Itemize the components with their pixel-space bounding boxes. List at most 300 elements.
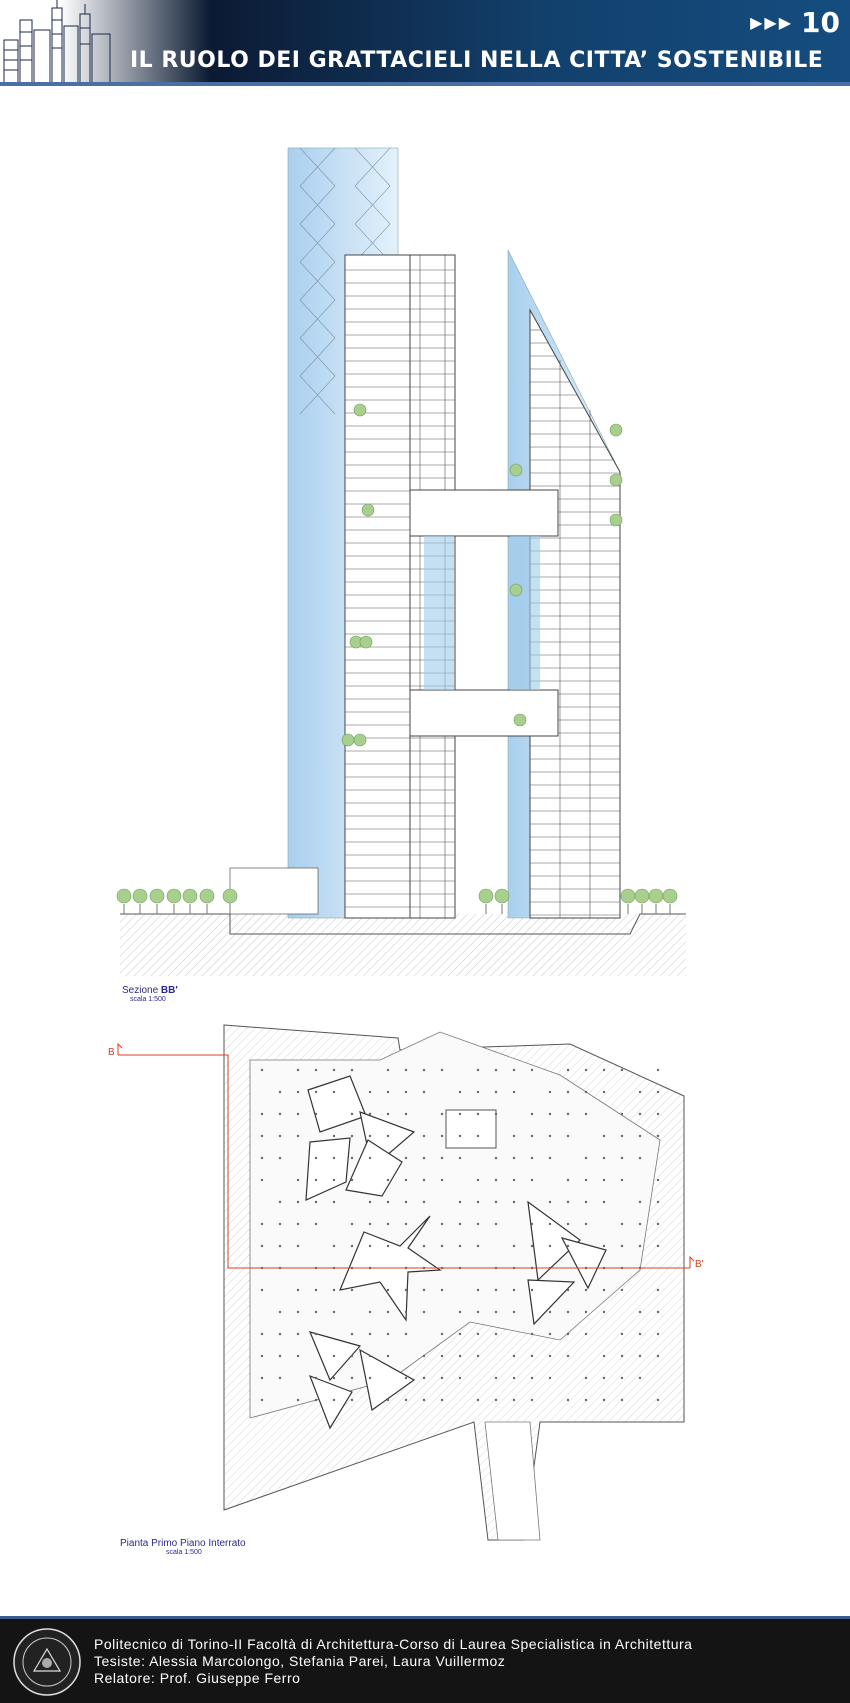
parking-column-dot (369, 1377, 371, 1379)
parking-column-dot (621, 1377, 623, 1379)
parking-column-dot (495, 1289, 497, 1291)
parking-column-dot (315, 1069, 317, 1071)
parking-column-dot (297, 1333, 299, 1335)
parking-column-dot (405, 1289, 407, 1291)
tree-crown (510, 464, 522, 476)
parking-column-dot (423, 1399, 425, 1401)
tree-crown (150, 889, 164, 903)
parking-column-dot (261, 1135, 263, 1137)
parking-column-dot (297, 1113, 299, 1115)
parking-column-dot (369, 1311, 371, 1313)
parking-column-dot (387, 1135, 389, 1137)
parking-column-dot (351, 1069, 353, 1071)
parking-column-dot (441, 1157, 443, 1159)
parking-column-dot (603, 1377, 605, 1379)
parking-column-dot (459, 1333, 461, 1335)
parking-column-dot (531, 1333, 533, 1335)
parking-column-dot (279, 1311, 281, 1313)
tree-crown (610, 474, 622, 486)
parking-column-dot (405, 1399, 407, 1401)
parking-column-dot (657, 1113, 659, 1115)
skybridge-lower (410, 690, 558, 736)
tree-crown (495, 889, 509, 903)
parking-column-dot (657, 1311, 659, 1313)
parking-column-dot (639, 1223, 641, 1225)
parking-column-dot (369, 1201, 371, 1203)
parking-column-dot (333, 1289, 335, 1291)
parking-column-dot (621, 1135, 623, 1137)
parking-column-dot (351, 1179, 353, 1181)
skybridge-upper (410, 490, 558, 536)
tree-crown (133, 889, 147, 903)
parking-column-dot (333, 1399, 335, 1401)
parking-column-dot (423, 1091, 425, 1093)
parking-column-dot (441, 1135, 443, 1137)
tree-crown (354, 404, 366, 416)
parking-column-dot (639, 1201, 641, 1203)
parking-column-dot (549, 1157, 551, 1159)
parking-column-dot (549, 1377, 551, 1379)
parking-column-dot (477, 1245, 479, 1247)
tree-crown (479, 889, 493, 903)
parking-column-dot (279, 1201, 281, 1203)
parking-column-dot (657, 1333, 659, 1335)
parking-column-dot (567, 1399, 569, 1401)
section-title: Sezione (122, 985, 159, 996)
tree-crown (223, 889, 237, 903)
parking-column-dot (477, 1289, 479, 1291)
parking-column-dot (387, 1179, 389, 1181)
parking-column-dot (297, 1399, 299, 1401)
tree-crown (200, 889, 214, 903)
parking-column-dot (495, 1377, 497, 1379)
parking-column-dot (495, 1223, 497, 1225)
parking-column-dot (567, 1091, 569, 1093)
parking-column-dot (621, 1223, 623, 1225)
skyline-logo (0, 0, 120, 86)
parking-column-dot (567, 1245, 569, 1247)
parking-column-dot (441, 1245, 443, 1247)
parking-column-dot (585, 1377, 587, 1379)
parking-column-dot (333, 1201, 335, 1203)
parking-column-dot (279, 1091, 281, 1093)
parking-column-dot (279, 1333, 281, 1335)
parking-column-dot (405, 1157, 407, 1159)
parking-column-dot (495, 1069, 497, 1071)
page-number: 10 (801, 6, 840, 39)
plan-scale: scala 1:500 (166, 1549, 202, 1556)
right-tower-structure (530, 310, 620, 918)
service-block (446, 1110, 496, 1148)
parking-column-dot (405, 1091, 407, 1093)
parking-column-dot (369, 1157, 371, 1159)
parking-column-dot (369, 1355, 371, 1357)
parking-column-dot (459, 1245, 461, 1247)
parking-column-dot (333, 1355, 335, 1357)
parking-column-dot (423, 1355, 425, 1357)
tree-crown (663, 889, 677, 903)
parking-column-dot (495, 1179, 497, 1181)
parking-column-dot (513, 1377, 515, 1379)
parking-column-dot (387, 1311, 389, 1313)
tree-crown (342, 734, 354, 746)
parking-column-dot (297, 1245, 299, 1247)
parking-column-dot (549, 1135, 551, 1137)
header-banner (0, 0, 850, 86)
parking-column-dot (585, 1113, 587, 1115)
parking-column-dot (549, 1245, 551, 1247)
parking-column-dot (387, 1289, 389, 1291)
parking-column-dot (441, 1289, 443, 1291)
parking-column-dot (405, 1179, 407, 1181)
parking-column-dot (513, 1135, 515, 1137)
parking-column-dot (423, 1289, 425, 1291)
parking-column-dot (297, 1201, 299, 1203)
parking-column-dot (567, 1113, 569, 1115)
parking-column-dot (585, 1069, 587, 1071)
tree-crown (649, 889, 663, 903)
parking-column-dot (279, 1245, 281, 1247)
parking-column-dot (531, 1377, 533, 1379)
parking-column-dot (387, 1091, 389, 1093)
parking-column-dot (531, 1289, 533, 1291)
parking-column-dot (459, 1355, 461, 1357)
parking-column-dot (315, 1333, 317, 1335)
parking-column-dot (531, 1223, 533, 1225)
parking-column-dot (603, 1069, 605, 1071)
plan-caption (120, 1538, 246, 1556)
parking-column-dot (459, 1377, 461, 1379)
parking-column-dot (531, 1245, 533, 1247)
parking-column-dot (531, 1157, 533, 1159)
parking-column-dot (279, 1113, 281, 1115)
parking-column-dot (261, 1377, 263, 1379)
parking-column-dot (459, 1223, 461, 1225)
parking-column-dot (315, 1157, 317, 1159)
parking-column-dot (639, 1355, 641, 1357)
tree-crown (635, 889, 649, 903)
parking-column-dot (351, 1289, 353, 1291)
tree-crown (621, 889, 635, 903)
plan-drawing (0, 1020, 850, 1560)
university-seal-logo (12, 1627, 82, 1697)
parking-column-dot (423, 1245, 425, 1247)
parking-column-dot (585, 1179, 587, 1181)
page-indicator (750, 6, 840, 39)
footer (0, 1616, 850, 1703)
parking-column-dot (423, 1311, 425, 1313)
parking-column-dot (369, 1135, 371, 1137)
parking-column-dot (261, 1333, 263, 1335)
ground-hatch (120, 914, 686, 976)
parking-column-dot (477, 1135, 479, 1137)
parking-column-dot (549, 1355, 551, 1357)
parking-column-dot (549, 1113, 551, 1115)
parking-column-dot (585, 1333, 587, 1335)
parking-column-dot (603, 1355, 605, 1357)
parking-column-dot (603, 1135, 605, 1137)
parking-column-dot (567, 1179, 569, 1181)
parking-column-dot (603, 1201, 605, 1203)
tree-crown (362, 504, 374, 516)
podium (230, 868, 318, 914)
parking-column-dot (567, 1223, 569, 1225)
parking-column-dot (369, 1091, 371, 1093)
tree-crown (610, 424, 622, 436)
parking-column-dot (513, 1179, 515, 1181)
parking-column-dot (513, 1201, 515, 1203)
parking-column-dot (351, 1113, 353, 1115)
parking-column-dot (387, 1113, 389, 1115)
parking-column-dot (297, 1179, 299, 1181)
parking-column-dot (405, 1223, 407, 1225)
parking-column-dot (387, 1223, 389, 1225)
parking-column-dot (315, 1311, 317, 1313)
parking-column-dot (603, 1179, 605, 1181)
parking-column-dot (495, 1157, 497, 1159)
parking-column-dot (387, 1245, 389, 1247)
parking-column-dot (333, 1377, 335, 1379)
section-drawing (0, 100, 850, 1000)
parking-column-dot (333, 1135, 335, 1137)
parking-column-dot (351, 1377, 353, 1379)
parking-column-dot (567, 1135, 569, 1137)
section-title-code: BB' (160, 985, 178, 996)
parking-column-dot (459, 1311, 461, 1313)
parking-column-dot (513, 1245, 515, 1247)
arrows-icon: ▶▶▶ (750, 14, 794, 32)
footer-institution: Politecnico di Torino-II Facoltà di Architettura-Corso di Laurea Specialistica in Architettura (94, 1636, 693, 1652)
tree-crown (360, 636, 372, 648)
parking-column-dot (441, 1333, 443, 1335)
parking-column-dot (441, 1377, 443, 1379)
parking-column-dot (657, 1399, 659, 1401)
parking-column-dot (279, 1157, 281, 1159)
parking-column-dot (495, 1399, 497, 1401)
parking-column-dot (513, 1355, 515, 1357)
parking-column-dot (495, 1091, 497, 1093)
parking-column-dot (297, 1289, 299, 1291)
section-caption (122, 985, 178, 1003)
parking-column-dot (567, 1069, 569, 1071)
parking-column-dot (423, 1069, 425, 1071)
parking-column-dot (387, 1399, 389, 1401)
parking-column-dot (459, 1091, 461, 1093)
parking-column-dot (333, 1091, 335, 1093)
parking-column-dot (477, 1091, 479, 1093)
parking-column-dot (657, 1355, 659, 1357)
parking-column-dot (333, 1245, 335, 1247)
parking-column-dot (441, 1399, 443, 1401)
tree-crown (167, 889, 181, 903)
parking-column-dot (477, 1069, 479, 1071)
parking-column-dot (621, 1179, 623, 1181)
parking-column-dot (315, 1113, 317, 1115)
parking-column-dot (369, 1333, 371, 1335)
parking-column-dot (531, 1069, 533, 1071)
parking-column-dot (261, 1223, 263, 1225)
left-tower-structure (345, 255, 410, 918)
parking-column-dot (297, 1069, 299, 1071)
parking-column-dot (585, 1289, 587, 1291)
parking-column-dot (261, 1399, 263, 1401)
parking-column-dot (279, 1377, 281, 1379)
parking-column-dot (297, 1091, 299, 1093)
parking-column-dot (657, 1245, 659, 1247)
parking-column-dot (351, 1245, 353, 1247)
parking-column-dot (279, 1355, 281, 1357)
parking-column-dot (351, 1157, 353, 1159)
parking-column-dot (315, 1399, 317, 1401)
parking-column-dot (405, 1311, 407, 1313)
parking-column-dot (567, 1289, 569, 1291)
parking-column-dot (657, 1135, 659, 1137)
parking-column-dot (351, 1355, 353, 1357)
parking-column-dot (567, 1311, 569, 1313)
parking-column-dot (297, 1135, 299, 1137)
parking-column-dot (441, 1223, 443, 1225)
section-marker-b: B (108, 1047, 115, 1058)
parking-column-dot (495, 1113, 497, 1115)
parking-column-dot (639, 1113, 641, 1115)
parking-column-dot (621, 1157, 623, 1159)
parking-column-dot (333, 1069, 335, 1071)
parking-column-dot (441, 1355, 443, 1357)
page-title: IL RUOLO DEI GRATTACIELI NELLA CITTA’ SOSTENIBILE (130, 48, 824, 73)
parking-column-dot (315, 1377, 317, 1379)
parking-column-dot (603, 1157, 605, 1159)
parking-column-dot (639, 1311, 641, 1313)
parking-column-dot (603, 1311, 605, 1313)
parking-column-dot (603, 1245, 605, 1247)
plan-title: Pianta Primo Piano Interrato (120, 1538, 246, 1549)
parking-column-dot (423, 1157, 425, 1159)
parking-column-dot (261, 1157, 263, 1159)
parking-column-dot (621, 1355, 623, 1357)
parking-column-dot (261, 1113, 263, 1115)
parking-column-dot (585, 1311, 587, 1313)
parking-column-dot (477, 1113, 479, 1115)
void-glass-right (510, 536, 540, 690)
parking-column-dot (351, 1135, 353, 1137)
parking-column-dot (621, 1289, 623, 1291)
tree-crown (354, 734, 366, 746)
parking-column-dot (315, 1179, 317, 1181)
parking-column-dot (441, 1069, 443, 1071)
parking-column-dot (513, 1157, 515, 1159)
parking-column-dot (585, 1223, 587, 1225)
parking-column-dot (549, 1311, 551, 1313)
parking-column-dot (315, 1289, 317, 1291)
parking-column-dot (405, 1333, 407, 1335)
parking-column-dot (657, 1289, 659, 1291)
parking-column-dot (315, 1091, 317, 1093)
parking-column-dot (603, 1399, 605, 1401)
parking-column-dot (351, 1333, 353, 1335)
parking-column-dot (603, 1091, 605, 1093)
parking-column-dot (513, 1069, 515, 1071)
parking-column-dot (549, 1091, 551, 1093)
footer-students: Tesiste: Alessia Marcolongo, Stefania Parei, Laura Vuillermoz (94, 1653, 506, 1669)
parking-column-dot (567, 1201, 569, 1203)
parking-column-dot (639, 1377, 641, 1379)
parking-column-dot (585, 1201, 587, 1203)
parking-column-dot (459, 1135, 461, 1137)
parking-column-dot (369, 1223, 371, 1225)
parking-column-dot (531, 1355, 533, 1357)
parking-column-dot (477, 1179, 479, 1181)
parking-column-dot (297, 1311, 299, 1313)
parking-column-dot (315, 1223, 317, 1225)
parking-column-dot (603, 1289, 605, 1291)
tree-crown (510, 584, 522, 596)
parking-column-dot (477, 1399, 479, 1401)
parking-column-dot (405, 1201, 407, 1203)
footer-supervisor: Relatore: Prof. Giuseppe Ferro (94, 1670, 301, 1686)
parking-column-dot (549, 1201, 551, 1203)
parking-column-dot (639, 1135, 641, 1137)
section-marker-b-prime: B' (695, 1259, 704, 1270)
parking-column-dot (639, 1157, 641, 1159)
parking-column-dot (657, 1223, 659, 1225)
parking-column-dot (657, 1091, 659, 1093)
parking-column-dot (621, 1333, 623, 1335)
parking-column-dot (621, 1399, 623, 1401)
parking-column-dot (477, 1333, 479, 1335)
parking-column-dot (621, 1069, 623, 1071)
parking-column-dot (531, 1135, 533, 1137)
parking-column-dot (621, 1113, 623, 1115)
parking-column-dot (387, 1333, 389, 1335)
parking-column-dot (315, 1201, 317, 1203)
parking-column-dot (477, 1311, 479, 1313)
parking-column-dot (531, 1113, 533, 1115)
parking-column-dot (549, 1333, 551, 1335)
parking-column-dot (585, 1091, 587, 1093)
parking-column-dot (333, 1179, 335, 1181)
parking-column-dot (423, 1201, 425, 1203)
tree-crown (183, 889, 197, 903)
parking-column-dot (351, 1399, 353, 1401)
parking-column-dot (279, 1135, 281, 1137)
parking-column-dot (261, 1179, 263, 1181)
parking-column-dot (405, 1377, 407, 1379)
parking-column-dot (387, 1201, 389, 1203)
parking-column-dot (261, 1289, 263, 1291)
parking-column-dot (657, 1201, 659, 1203)
parking-column-dot (567, 1355, 569, 1357)
tree-crown (117, 889, 131, 903)
parking-column-dot (495, 1333, 497, 1335)
tree-crown (610, 514, 622, 526)
parking-column-dot (513, 1399, 515, 1401)
parking-column-dot (387, 1069, 389, 1071)
parking-column-dot (477, 1355, 479, 1357)
parking-column-dot (477, 1223, 479, 1225)
parking-column-dot (513, 1311, 515, 1313)
parking-column-dot (495, 1311, 497, 1313)
parking-column-dot (513, 1289, 515, 1291)
parking-column-dot (477, 1201, 479, 1203)
parking-column-dot (423, 1377, 425, 1379)
parking-column-dot (441, 1113, 443, 1115)
parking-column-dot (387, 1355, 389, 1357)
parking-column-dot (297, 1223, 299, 1225)
parking-column-dot (459, 1113, 461, 1115)
void-glass (424, 536, 454, 690)
parking-column-dot (513, 1091, 515, 1093)
parking-column-dot (621, 1245, 623, 1247)
